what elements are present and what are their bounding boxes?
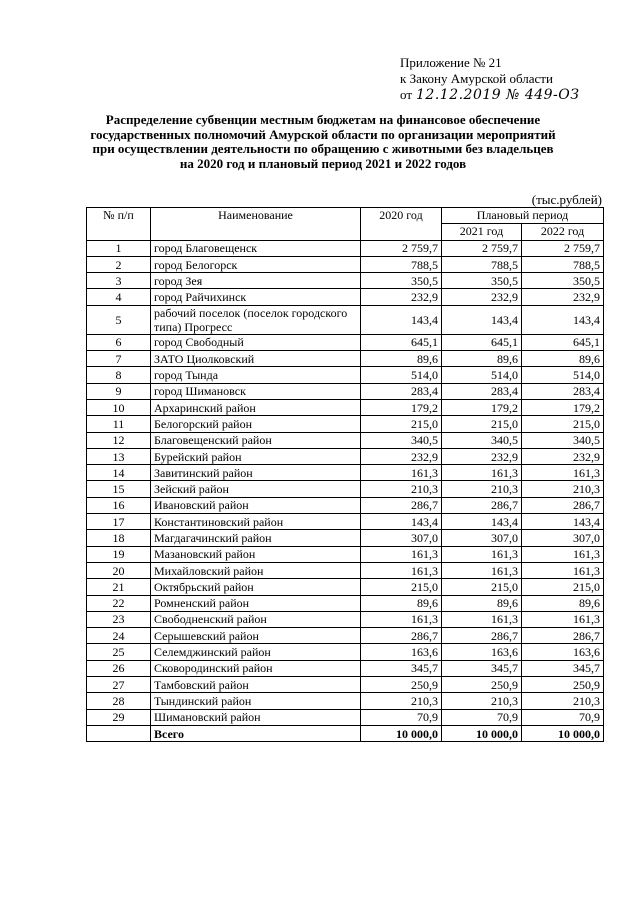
row-value-2022: 232,9 <box>522 448 604 464</box>
row-value-2021: 286,7 <box>442 497 522 513</box>
row-value-2021: 2 759,7 <box>442 240 522 256</box>
row-value-2020: 215,0 <box>361 416 442 432</box>
table-row <box>87 628 604 644</box>
row-value-2020: 89,6 <box>361 595 442 611</box>
row-number: 26 <box>87 660 151 676</box>
row-value-2022: 70,9 <box>522 709 604 725</box>
row-name: город Шимановск <box>151 383 361 399</box>
row-value-2020: 514,0 <box>361 367 442 383</box>
row-value-2022: 210,3 <box>522 481 604 497</box>
row-value-2021: 215,0 <box>442 579 522 595</box>
row-name: Благовещенский район <box>151 432 361 448</box>
row-number: 1 <box>87 240 151 256</box>
row-value-2020: 143,4 <box>361 514 442 530</box>
row-value-2021: 161,3 <box>442 546 522 562</box>
row-value-2021: 350,5 <box>442 273 522 289</box>
row-name: Тамбовский район <box>151 677 361 693</box>
table-row <box>87 497 604 513</box>
table-row <box>87 240 604 256</box>
row-value-2022: 345,7 <box>522 660 604 676</box>
row-value-2021: 179,2 <box>442 399 522 415</box>
row-name: город Райчихинск <box>151 289 361 305</box>
row-value-2022: 215,0 <box>522 579 604 595</box>
appendix-block <box>400 55 579 103</box>
table-row <box>87 399 604 415</box>
total-label: Всего <box>151 725 361 741</box>
row-value-2021: 161,3 <box>442 562 522 578</box>
appendix-date-prefix: от <box>400 87 413 102</box>
row-name: Константиновский район <box>151 514 361 530</box>
row-value-2022: 161,3 <box>522 465 604 481</box>
row-value-2020: 143,4 <box>361 305 442 334</box>
document-title: Распределение субвенции местным бюджетам на финансовое обеспечение государственных полномочий Амурской области по организации мероприятий при осуществлении деятельности по обращению с животными без владельцев на 2020 год и плановый период 2021 и 2022 годов <box>90 112 556 171</box>
row-number: 6 <box>87 334 151 350</box>
row-value-2020: 161,3 <box>361 465 442 481</box>
row-value-2022: 163,6 <box>522 644 604 660</box>
appendix-number: Приложение № 21 <box>400 55 502 70</box>
row-value-2022: 143,4 <box>522 514 604 530</box>
row-number: 14 <box>87 465 151 481</box>
row-number: 13 <box>87 448 151 464</box>
row-number: 22 <box>87 595 151 611</box>
row-value-2021: 250,9 <box>442 677 522 693</box>
row-number: 15 <box>87 481 151 497</box>
row-name: Михайловский район <box>151 562 361 578</box>
row-value-2021: 89,6 <box>442 351 522 367</box>
total-value-2021: 10 000,0 <box>442 725 522 741</box>
row-number: 10 <box>87 399 151 415</box>
row-value-2022: 232,9 <box>522 289 604 305</box>
subsidy-table <box>86 207 604 742</box>
appendix-date-line <box>400 87 579 103</box>
table-row <box>87 562 604 578</box>
row-value-2022: 514,0 <box>522 367 604 383</box>
row-value-2021: 143,4 <box>442 514 522 530</box>
table-row <box>87 351 604 367</box>
row-name: город Свободный <box>151 334 361 350</box>
row-value-2022: 89,6 <box>522 595 604 611</box>
row-value-2022: 645,1 <box>522 334 604 350</box>
row-value-2022: 215,0 <box>522 416 604 432</box>
row-value-2021: 286,7 <box>442 628 522 644</box>
row-value-2020: 163,6 <box>361 644 442 660</box>
row-value-2020: 340,5 <box>361 432 442 448</box>
row-number: 7 <box>87 351 151 367</box>
row-value-2021: 89,6 <box>442 595 522 611</box>
row-name: Сковородинский район <box>151 660 361 676</box>
row-value-2021: 143,4 <box>442 305 522 334</box>
row-value-2021: 514,0 <box>442 367 522 383</box>
row-value-2020: 283,4 <box>361 383 442 399</box>
row-value-2020: 232,9 <box>361 289 442 305</box>
table-row <box>87 432 604 448</box>
row-value-2020: 89,6 <box>361 351 442 367</box>
row-name: город Благовещенск <box>151 240 361 256</box>
row-value-2021: 163,6 <box>442 644 522 660</box>
row-value-2021: 161,3 <box>442 465 522 481</box>
row-value-2022: 161,3 <box>522 546 604 562</box>
row-name: Свободненский район <box>151 611 361 627</box>
row-number: 8 <box>87 367 151 383</box>
row-name: Завитинский район <box>151 465 361 481</box>
row-name: Зейский район <box>151 481 361 497</box>
total-value-2020: 10 000,0 <box>361 725 442 741</box>
total-value-2022: 10 000,0 <box>522 725 604 741</box>
table-row <box>87 448 604 464</box>
row-value-2020: 350,5 <box>361 273 442 289</box>
row-number: 11 <box>87 416 151 432</box>
row-number: 24 <box>87 628 151 644</box>
row-value-2020: 161,3 <box>361 562 442 578</box>
row-value-2022: 210,3 <box>522 693 604 709</box>
row-value-2021: 215,0 <box>442 416 522 432</box>
table-row <box>87 709 604 725</box>
row-value-2020: 250,9 <box>361 677 442 693</box>
row-value-2022: 89,6 <box>522 351 604 367</box>
row-value-2022: 143,4 <box>522 305 604 334</box>
row-number: 5 <box>87 305 151 334</box>
row-number: 20 <box>87 562 151 578</box>
row-number: 18 <box>87 530 151 546</box>
row-value-2022: 283,4 <box>522 383 604 399</box>
row-number: 29 <box>87 709 151 725</box>
row-value-2020: 161,3 <box>361 611 442 627</box>
row-value-2021: 210,3 <box>442 481 522 497</box>
table-row <box>87 465 604 481</box>
row-name: Октябрьский район <box>151 579 361 595</box>
table-row <box>87 693 604 709</box>
row-value-2022: 340,5 <box>522 432 604 448</box>
row-number: 12 <box>87 432 151 448</box>
row-value-2021: 232,9 <box>442 448 522 464</box>
table-row <box>87 273 604 289</box>
total-number <box>87 725 151 741</box>
table-row <box>87 579 604 595</box>
row-name: Бурейский район <box>151 448 361 464</box>
row-name: Мазановский район <box>151 546 361 562</box>
row-number: 16 <box>87 497 151 513</box>
table-row <box>87 383 604 399</box>
row-name: Магдагачинский район <box>151 530 361 546</box>
header-2020: 2020 год <box>361 208 442 241</box>
row-value-2022: 286,7 <box>522 497 604 513</box>
row-value-2022: 179,2 <box>522 399 604 415</box>
table-row <box>87 595 604 611</box>
row-value-2021: 70,9 <box>442 709 522 725</box>
table-row <box>87 660 604 676</box>
header-number: № п/п <box>87 208 151 241</box>
row-value-2020: 345,7 <box>361 660 442 676</box>
handwritten-date-number: 12.12.2019 № 449-ОЗ <box>416 87 580 103</box>
row-value-2022: 2 759,7 <box>522 240 604 256</box>
row-value-2020: 788,5 <box>361 256 442 272</box>
row-value-2020: 70,9 <box>361 709 442 725</box>
row-value-2022: 350,5 <box>522 273 604 289</box>
table-row <box>87 334 604 350</box>
row-value-2022: 161,3 <box>522 562 604 578</box>
row-value-2020: 307,0 <box>361 530 442 546</box>
table-row <box>87 416 604 432</box>
row-name: город Тында <box>151 367 361 383</box>
row-number: 25 <box>87 644 151 660</box>
row-value-2020: 232,9 <box>361 448 442 464</box>
row-number: 21 <box>87 579 151 595</box>
row-number: 27 <box>87 677 151 693</box>
table-row <box>87 481 604 497</box>
row-name: Ивановский район <box>151 497 361 513</box>
row-value-2020: 179,2 <box>361 399 442 415</box>
row-name: Тындинский район <box>151 693 361 709</box>
table-row <box>87 611 604 627</box>
row-value-2020: 210,3 <box>361 693 442 709</box>
row-name: город Белогорск <box>151 256 361 272</box>
row-value-2021: 307,0 <box>442 530 522 546</box>
table-row <box>87 305 604 334</box>
row-value-2020: 215,0 <box>361 579 442 595</box>
row-value-2021: 788,5 <box>442 256 522 272</box>
row-name: Шимановский район <box>151 709 361 725</box>
table-row <box>87 514 604 530</box>
row-value-2022: 286,7 <box>522 628 604 644</box>
row-value-2022: 250,9 <box>522 677 604 693</box>
row-value-2021: 345,7 <box>442 660 522 676</box>
row-number: 28 <box>87 693 151 709</box>
table-row <box>87 367 604 383</box>
total-row <box>87 725 604 741</box>
row-value-2020: 286,7 <box>361 497 442 513</box>
row-name: Серышевский район <box>151 628 361 644</box>
row-name: Ромненский район <box>151 595 361 611</box>
header-name: Наименование <box>151 208 361 241</box>
row-value-2020: 286,7 <box>361 628 442 644</box>
row-value-2021: 340,5 <box>442 432 522 448</box>
table-row <box>87 256 604 272</box>
row-name: рабочий поселок (поселок городского типа) Прогресс <box>151 305 361 334</box>
row-number: 19 <box>87 546 151 562</box>
row-value-2022: 307,0 <box>522 530 604 546</box>
row-value-2021: 232,9 <box>442 289 522 305</box>
row-value-2020: 161,3 <box>361 546 442 562</box>
row-value-2021: 645,1 <box>442 334 522 350</box>
row-value-2021: 283,4 <box>442 383 522 399</box>
row-value-2021: 161,3 <box>442 611 522 627</box>
row-name: город Зея <box>151 273 361 289</box>
row-value-2021: 210,3 <box>442 693 522 709</box>
row-name: Архаринский район <box>151 399 361 415</box>
row-value-2020: 210,3 <box>361 481 442 497</box>
row-value-2022: 161,3 <box>522 611 604 627</box>
row-number: 9 <box>87 383 151 399</box>
row-number: 3 <box>87 273 151 289</box>
row-name: ЗАТО Циолковский <box>151 351 361 367</box>
table-row <box>87 546 604 562</box>
row-value-2020: 2 759,7 <box>361 240 442 256</box>
row-number: 4 <box>87 289 151 305</box>
header-2022: 2022 год <box>522 224 604 240</box>
header-planned-period: Плановый период <box>442 208 604 224</box>
unit-label: (тыс.рублей) <box>531 192 602 207</box>
row-number: 2 <box>87 256 151 272</box>
table-row <box>87 677 604 693</box>
table-row <box>87 644 604 660</box>
row-number: 17 <box>87 514 151 530</box>
row-value-2020: 645,1 <box>361 334 442 350</box>
table-row <box>87 289 604 305</box>
appendix-law: к Закону Амурской области <box>400 71 553 86</box>
row-number: 23 <box>87 611 151 627</box>
row-value-2022: 788,5 <box>522 256 604 272</box>
row-name: Белогорский район <box>151 416 361 432</box>
table-header-row <box>87 208 604 224</box>
row-name: Селемджинский район <box>151 644 361 660</box>
header-2021: 2021 год <box>442 224 522 240</box>
table-row <box>87 530 604 546</box>
